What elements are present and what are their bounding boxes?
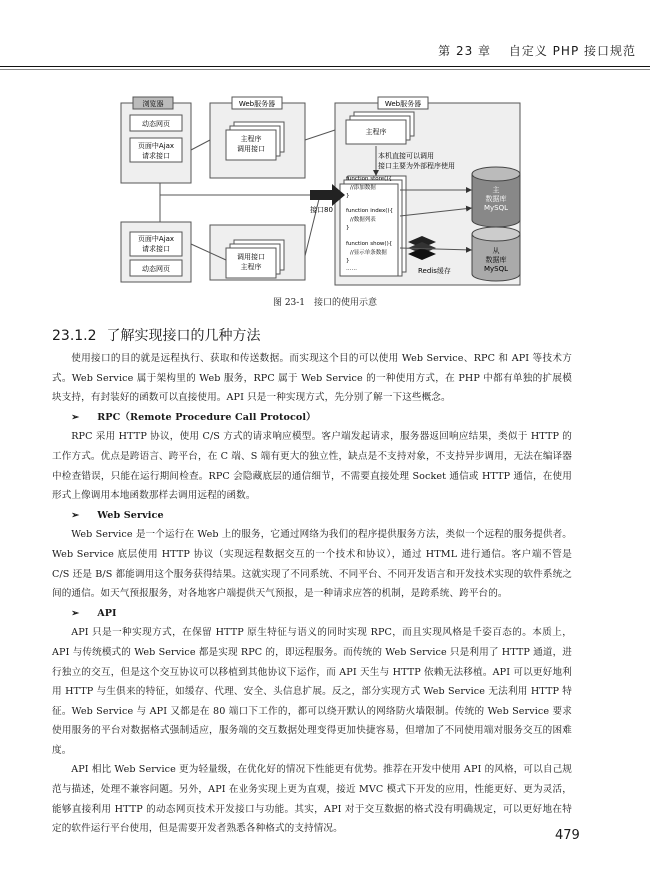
browser-title: 浏览器 [142,100,164,108]
db-master-3: MySQL [483,204,509,212]
paragraph-rpc: RPC 采用 HTTP 协议，使用 C/S 方式的请求响应模型。客户端发起请求，服务器返回响应结果，类似于 HTTP 的工作方式。优点是跨语言、跨平台，在 C 端、S 端有更大的独立性，缺点是不支持对象，不支持异步调用，无法在编译器中检查错误，只能在运行期间检查。RPC 会隐藏底层的通信细节，不需要直接处理 Socket 通信或 HTTP 通信，在使用形式上像调用本地函数那样去调用远程的函数。 [52,431,572,502]
bullet-web-service-label: Web Service [97,509,164,521]
paragraph-intro: 使用接口的目的就是远程执行、获取和传送数据。而实现这个目的可以使用 Web Service、RPC 和 API 等技术方式。Web Service 属于架构里的 Web 服务，RPC 属于 Web Service 的一种使用方式，在 PHP 中都有单独的扩展模块支持，有封装好的函数可以直接使用。API 只是一种实现方式，先分别了解一下这些概念。 [52,353,572,404]
web-server-title-1: Web服务器 [238,100,276,108]
db-master-2: 数据库 [485,195,507,203]
bullet-arrow-icon: ➢ [71,411,80,423]
code-show-1: function show(){ [346,241,393,247]
bullet-arrow-icon: ➢ [71,607,80,619]
call-interface-label-2: 主程序 [240,263,262,271]
web-server-title-2: Web服务器 [384,100,422,108]
paragraph-api: API 只是一种实现方式，在保留 HTTP 原生特征与语义的同时实现 RPC，而且实现风格是千姿百态的。本质上，API 与传统模式的 Web Service 都是实现 RPC 的，即远程服务。而传统的 Web Service 只是利用了 HTTP 通道，进行独立的交互，但是这个交互协议可以移植到其他协议下运作，而 API 天生与 HTTP 依赖无法移植。API 可以更好地利用 HTTP 与生俱来的特征，如缓存、代理、安全、头信息扩展。反之，部分实现方式 Web Service 无法利用 HTTP 特征。Web Service 与 API 又都是在 80 端口下工作的，都可以绕开默认的网络防火墙限制。传统的 Web Service 要求使用服务的平台对数据格式强制适应，服务端的交互数据处理变得更加快捷容易，但增加了不同使用端对服务交互的困难度。 [52,627,572,756]
ajax-label-4: 请求接口 [142,245,170,253]
dynamic-page-label-bottom: 动态网页 [142,265,170,273]
port-label: 接口80 [310,206,333,214]
code-store-3: } [346,193,350,199]
direct-call-note-1: 本机直接可以调用 [378,152,434,160]
bullet-web-service [52,506,572,526]
ajax-label-2: 请求接口 [142,152,170,160]
ajax-label-3: 页面中Ajax [137,235,175,243]
db-slave-1: 从 [492,247,500,255]
bullet-api [52,604,572,624]
bullet-rpc-label: RPC（Remote Procedure Call Protocol） [97,411,316,423]
code-index-2: //数据列表 [350,217,376,223]
db-master-1: 主 [492,186,500,194]
paragraph-api-compare: API 相比 Web Service 更为轻量级，在优化好的情况下性能更有优势。推荐在开发中使用 API 的风格，可以自己规范与描述，处理不兼容问题。另外，API 在业务实现上更为直观，接近 MVC 模式下开发的应用，性能更好、更为灵活，能够直接利用 HTTP 的动态网页技术开发接口与功能。其实，API 对于交互数据的格式没有明确规定，可以更好地在特定的软件运行平台使用，但是需要开发者熟悉各种格式的支持情况。 [52,764,572,835]
page-number: 479 [555,828,580,843]
direct-call-note-2: 接口主要为外部程序使用 [378,162,455,170]
interface-usage-diagram [0,0,650,300]
code-ellipsis: …… [346,266,357,272]
bullet-arrow-icon: ➢ [71,509,80,521]
section-heading [52,325,261,345]
paragraph-web-service: Web Service 是一个运行在 Web 上的服务，它通过网络为我们的程序提供服务方法，类似一个远程的服务提供者。Web Service 底层使用 HTTP 协议（实现远程数据交互的一个技术和协议），通过 HTML 进行通信。客户端不管是 C/S 还是 B/S 都能调用这个服务获得结果。这就实现了不同系统、不同平台、不同开发语言和开发技术实现的软件系统之间的通信。如天气预报服务，对各地客户端提供天气预报，是一种请求应答的机制，是跨系统、跨平台的。 [52,529,572,600]
code-store-1: function store(){ [346,176,392,182]
main-program-label-2: 调用接口 [237,145,265,153]
redis-label: Redis缓存 [418,267,451,275]
ajax-label-1: 页面中Ajax [137,142,175,150]
code-show-3: } [346,258,350,264]
figure-caption: 图 23-1 接口的使用示意 [272,298,378,308]
bullet-rpc [52,408,572,428]
code-index-3: } [346,225,350,231]
section-number: 23.1.2 [52,328,97,344]
bullet-api-label: API [97,607,117,619]
main-program-label-1: 主程序 [240,135,262,143]
code-index-1: function index(){ [346,208,394,214]
code-show-2: //显示单条数据 [350,250,387,256]
db-slave-3: MySQL [483,265,509,273]
main-program-right-label: 主程序 [365,128,387,136]
code-store-2: //添加数据 [350,185,376,191]
db-slave-2: 数据库 [485,256,507,264]
section-title: 了解实现接口的几种方法 [106,328,261,344]
body-text [52,349,572,839]
call-interface-label-1: 调用接口 [237,253,265,261]
running-header: 第 23 章 自定义 PHP 接口规范 [438,44,636,58]
dynamic-page-label: 动态网页 [142,120,170,128]
